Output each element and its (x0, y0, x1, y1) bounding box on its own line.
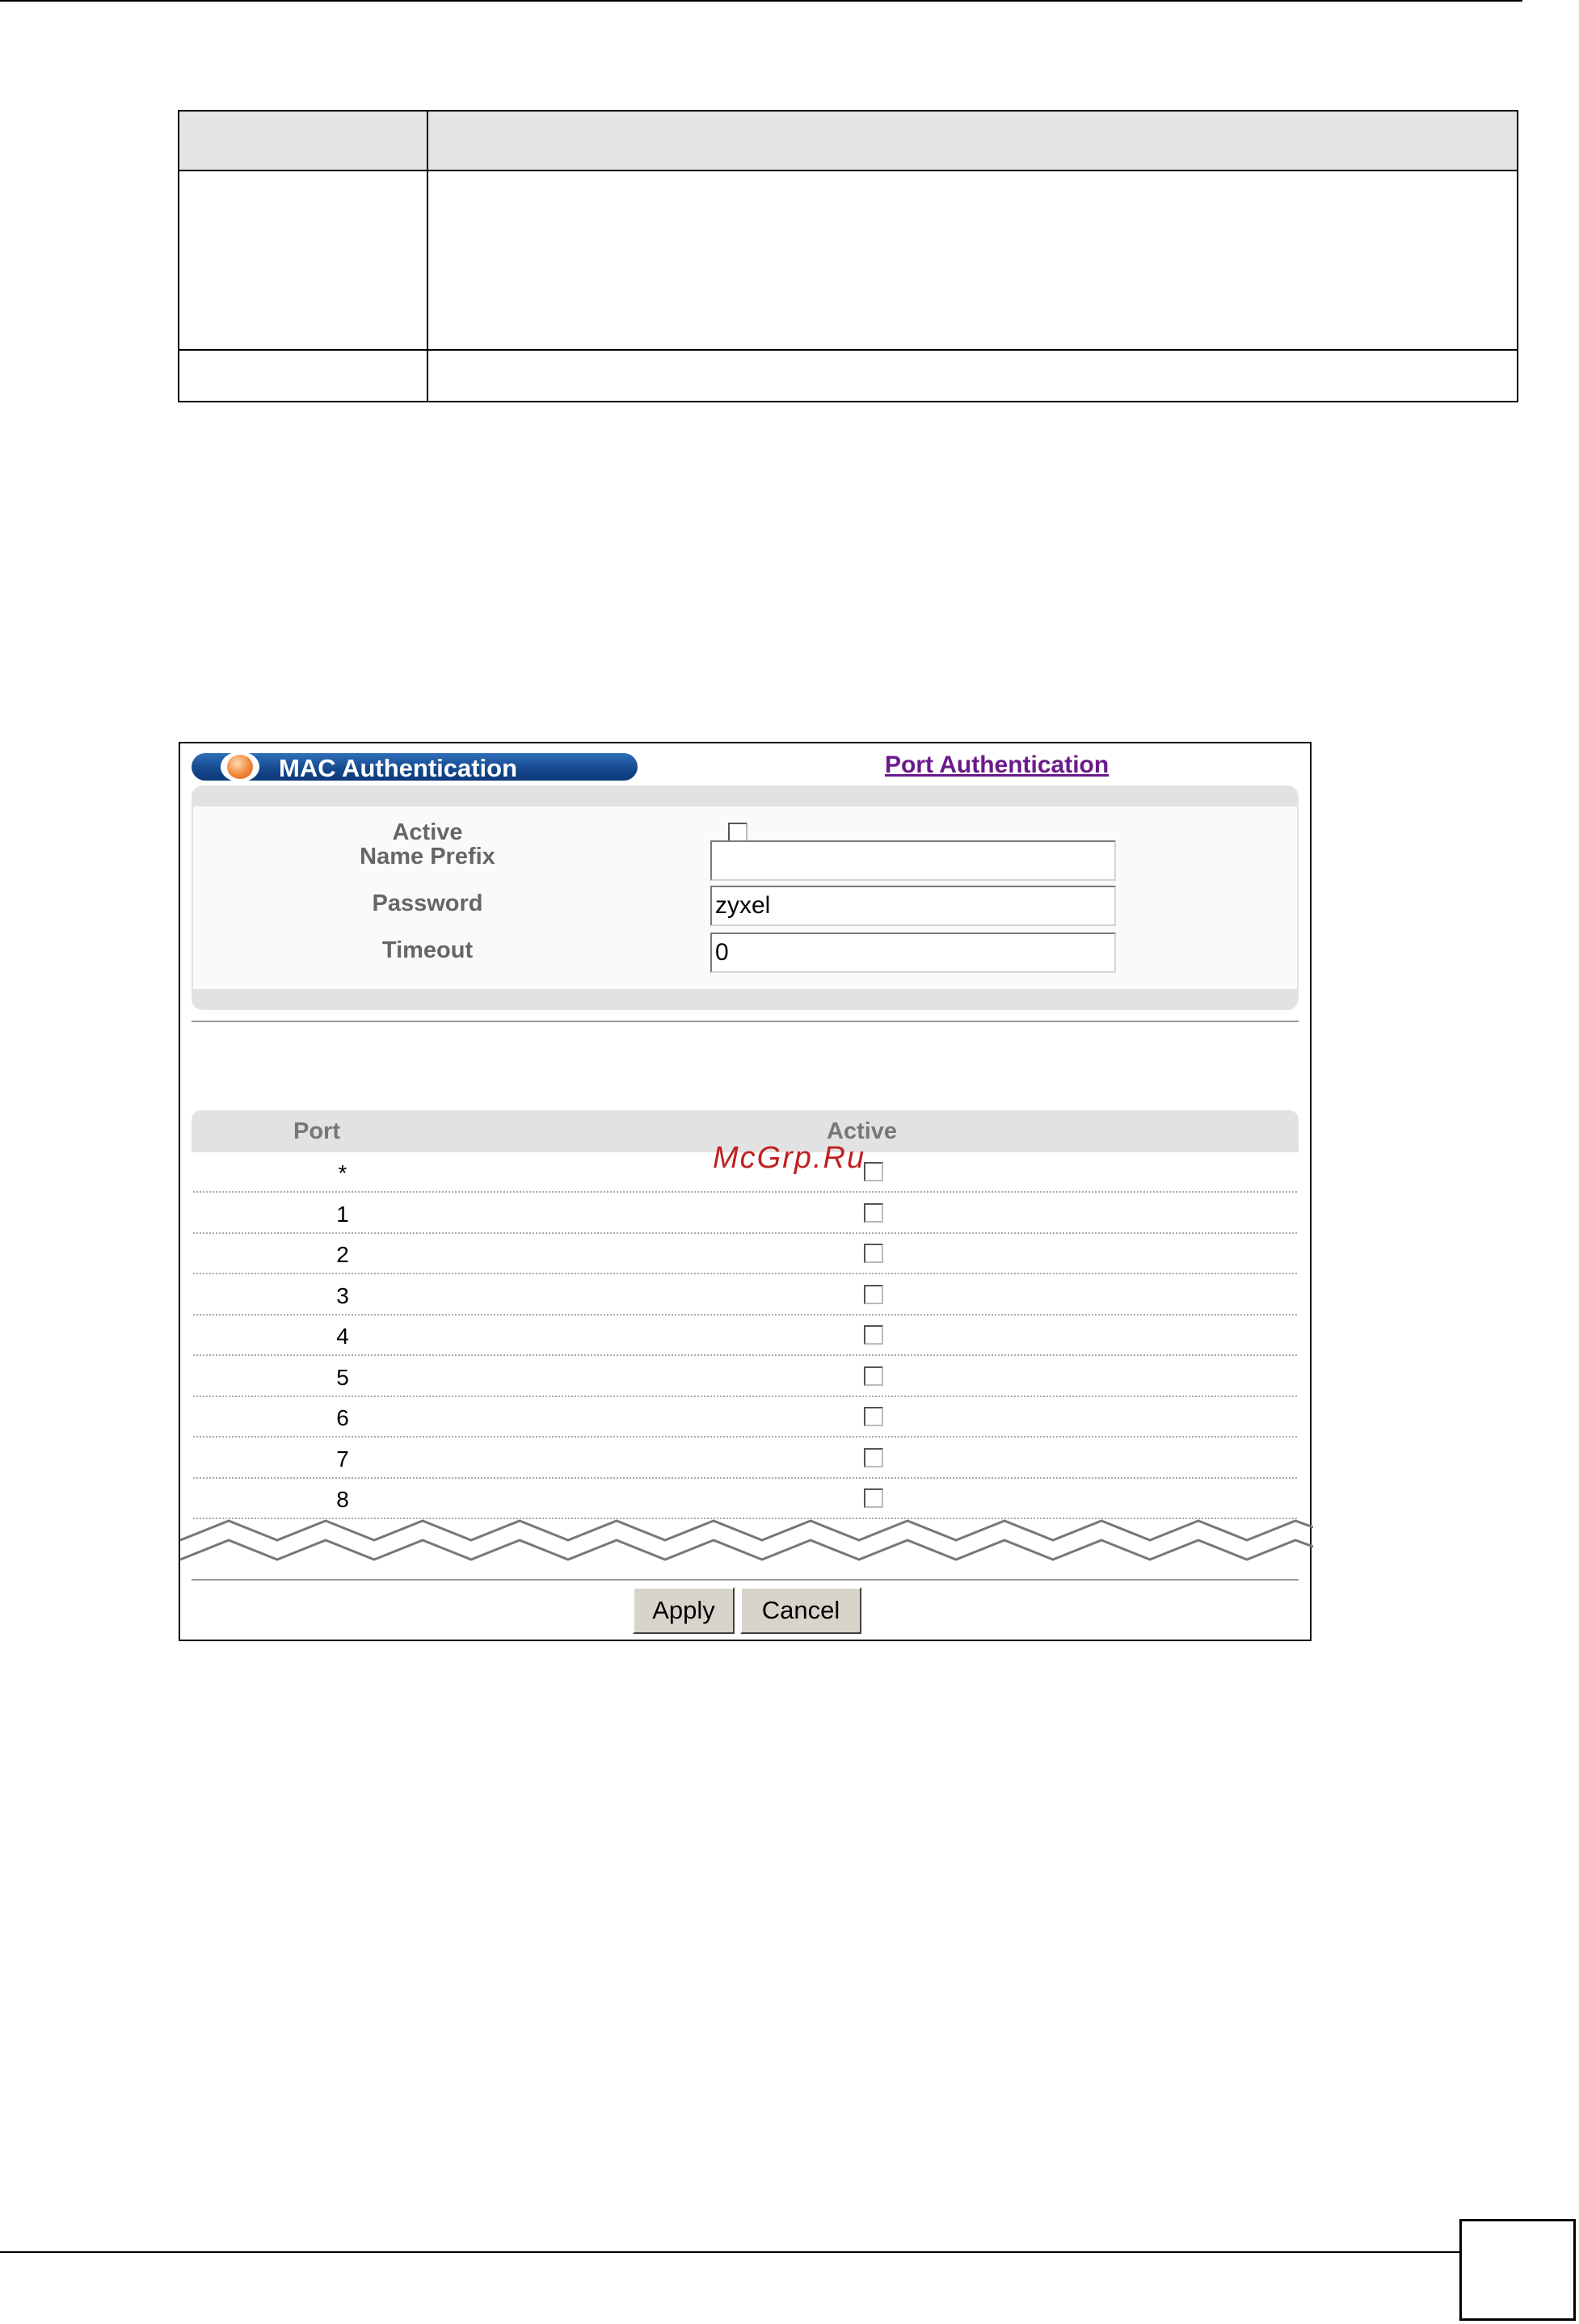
active-column-header: Active (827, 1118, 898, 1144)
name-prefix-label: Name Prefix (360, 844, 495, 869)
port-active-checkbox[interactable] (864, 1162, 883, 1181)
active-label: Active (392, 819, 463, 845)
cancel-button[interactable]: Cancel (740, 1587, 861, 1634)
divider (192, 1579, 1299, 1581)
screen-title: MAC Authentication (279, 754, 518, 782)
port-number: 2 (336, 1242, 349, 1267)
table-row (193, 1479, 1297, 1519)
divider (192, 1021, 1299, 1022)
port-number: * (338, 1160, 347, 1185)
table-cell (427, 171, 1518, 350)
port-authentication-link[interactable]: Port Authentication (885, 752, 1110, 778)
truncation-zigzag (180, 1519, 1313, 1584)
port-active-checkbox[interactable] (864, 1488, 883, 1508)
port-number: 7 (336, 1446, 349, 1471)
table-row (179, 171, 1518, 350)
table-header-row (179, 111, 1518, 171)
port-column-header: Port (293, 1118, 340, 1144)
mac-authentication-screen (179, 742, 1312, 1641)
timeout-label: Timeout (381, 937, 474, 963)
header-rule (0, 0, 1522, 2)
timeout-input[interactable] (710, 933, 1116, 973)
table-row (193, 1357, 1297, 1397)
table-row (193, 1234, 1297, 1274)
table-row (193, 1194, 1297, 1234)
screen-title-bar (192, 753, 638, 781)
table-header-cell (427, 111, 1518, 171)
port-number: 4 (336, 1324, 349, 1349)
port-active-checkbox[interactable] (864, 1244, 883, 1263)
port-active-checkbox[interactable] (864, 1325, 883, 1345)
password-input[interactable] (710, 886, 1116, 926)
table-cell (179, 350, 427, 402)
description-table (178, 110, 1518, 402)
password-label: Password (372, 890, 483, 916)
port-number: 3 (336, 1282, 349, 1308)
port-number: 5 (336, 1364, 349, 1390)
port-active-checkbox[interactable] (864, 1285, 883, 1304)
port-active-checkbox[interactable] (864, 1366, 883, 1386)
port-active-checkbox[interactable] (864, 1203, 883, 1223)
table-row (193, 1275, 1297, 1316)
settings-panel (192, 785, 1299, 1010)
footer-rule (0, 2251, 1464, 2253)
table-row (193, 1397, 1297, 1438)
port-number: 6 (336, 1405, 349, 1430)
title-orb-icon (221, 752, 259, 782)
port-active-checkbox[interactable] (864, 1448, 883, 1467)
table-row (193, 1438, 1297, 1479)
table-row (193, 1316, 1297, 1356)
port-active-checkbox[interactable] (864, 1407, 883, 1426)
port-number: 1 (336, 1201, 349, 1227)
active-checkbox[interactable] (728, 823, 747, 842)
watermark: McGrp.Ru (713, 1141, 866, 1175)
table-cell (427, 350, 1518, 402)
apply-button[interactable]: Apply (633, 1587, 735, 1634)
table-header-cell (179, 111, 427, 171)
table-row (179, 350, 1518, 402)
page-number-box (1459, 2219, 1576, 2321)
name-prefix-input[interactable] (710, 840, 1116, 881)
table-cell (179, 171, 427, 350)
port-number: 8 (336, 1487, 349, 1512)
